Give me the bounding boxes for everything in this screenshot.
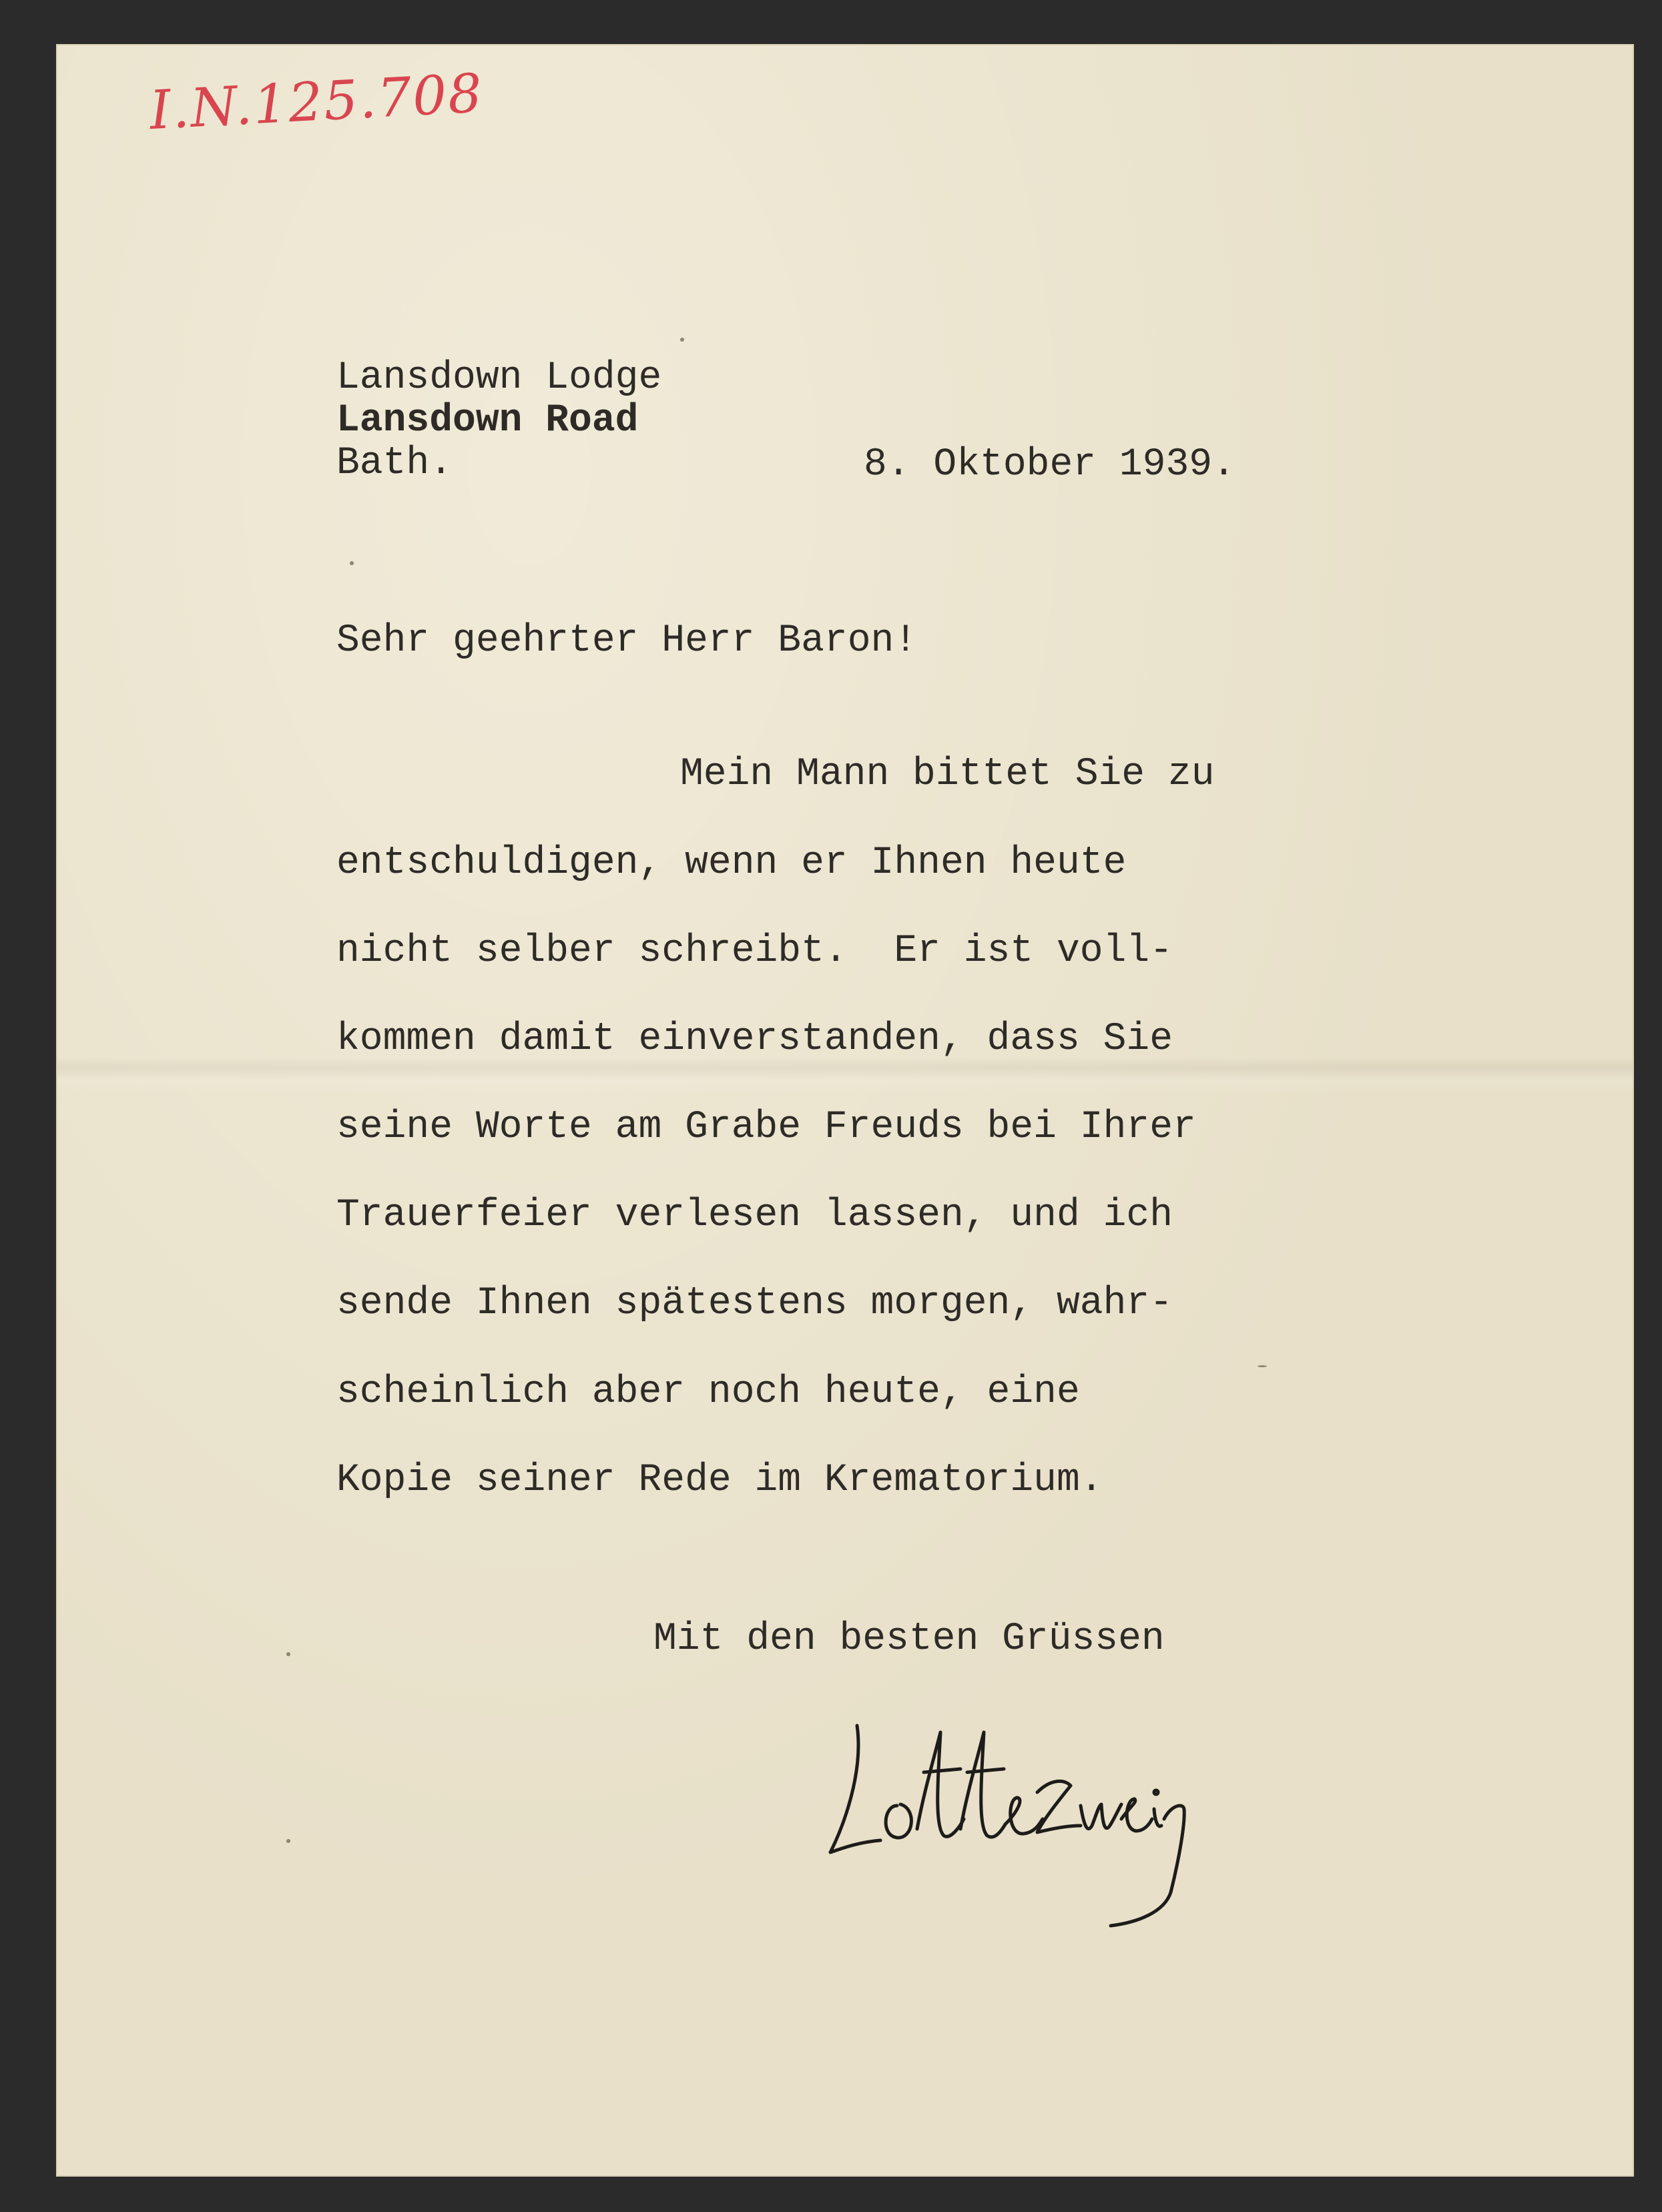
body-line: entschuldigen, wenn er Ihnen heute (336, 841, 1127, 885)
body-line: Kopie seiner Rede im Krematorium. (336, 1459, 1103, 1502)
paper-speck (680, 338, 684, 342)
letterhead-line-3: Bath. (336, 442, 453, 485)
archive-number-annotation: I.N.125.708 (148, 61, 485, 142)
letterhead-line-1: Lansdown Lodge (336, 356, 662, 400)
body-line: Trauerfeier verlesen lassen, und ich (336, 1194, 1173, 1237)
letter-date: 8. Oktober 1939. (864, 443, 1235, 486)
paper-speck (1258, 1365, 1267, 1367)
closing: Mit den besten Grüssen (653, 1617, 1165, 1661)
paper-speck (286, 1652, 290, 1656)
paper-speck (350, 561, 354, 565)
body-line: scheinlich aber noch heute, eine (336, 1371, 1080, 1414)
letter-page (56, 44, 1634, 2177)
salutation: Sehr geehrter Herr Baron! (336, 619, 918, 663)
handwritten-signature (817, 1692, 1231, 1946)
body-line: Mein Mann bittet Sie zu (680, 753, 1215, 796)
body-line: nicht selber schreibt. Er ist voll- (336, 930, 1173, 973)
body-line: seine Worte am Grabe Freuds bei Ihrer (336, 1106, 1196, 1149)
body-line: kommen damit einverstanden, dass Sie (336, 1018, 1173, 1061)
letterhead-line-2: Lansdown Road (336, 399, 639, 442)
paper-speck (286, 1839, 290, 1843)
body-line: sende Ihnen spätestens morgen, wahr- (336, 1282, 1173, 1325)
